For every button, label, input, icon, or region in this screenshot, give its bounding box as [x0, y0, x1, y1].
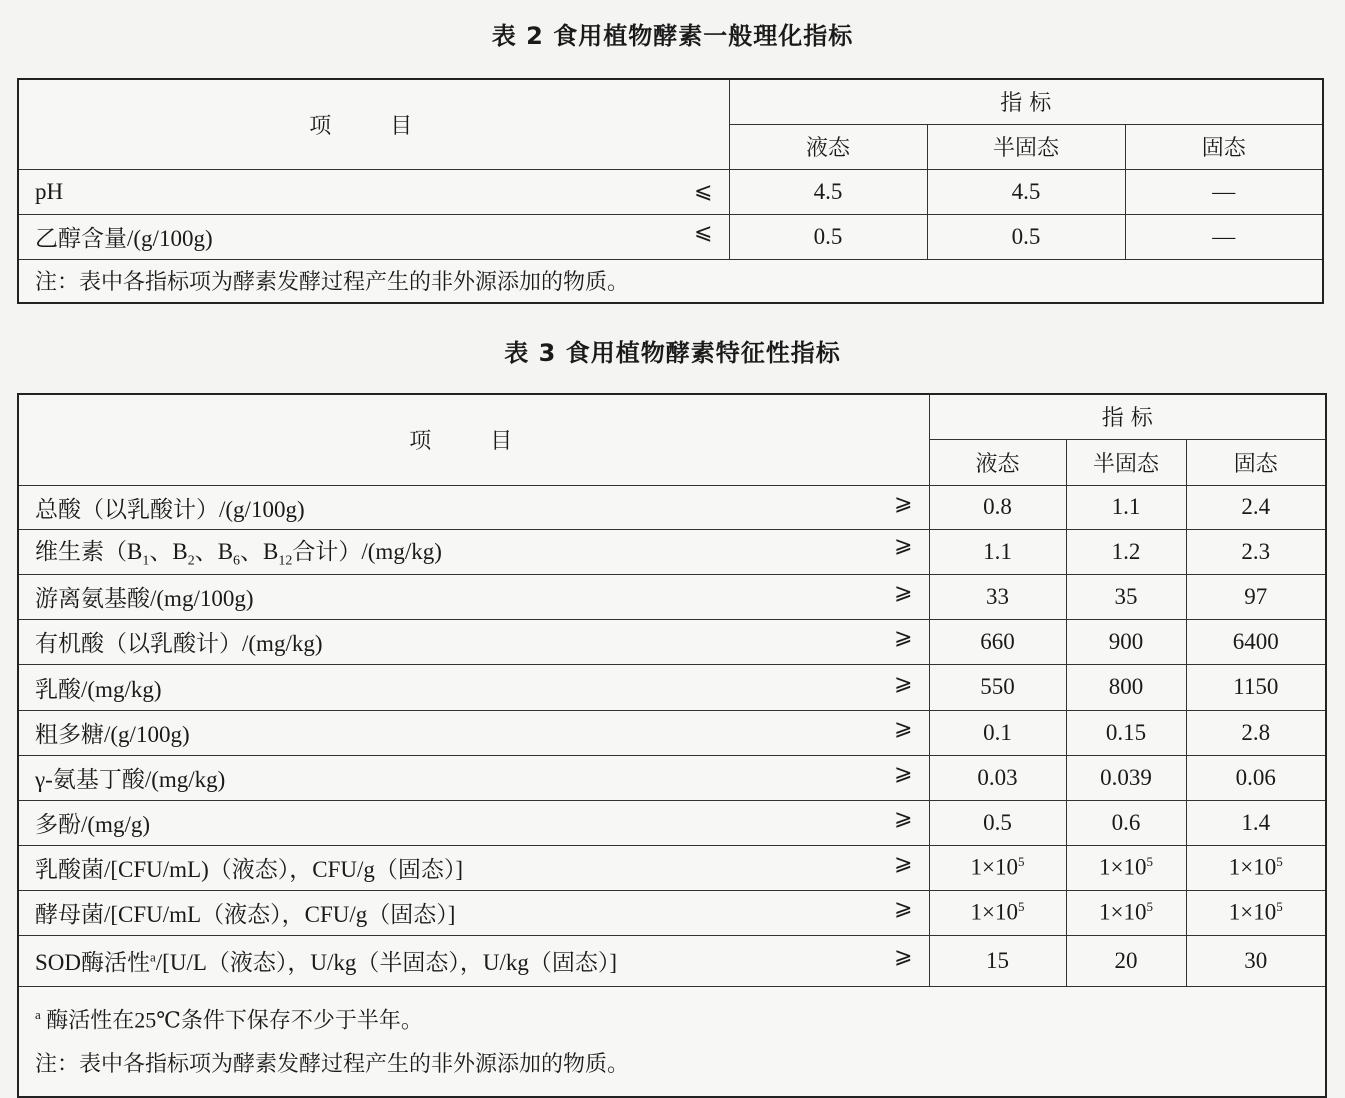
table-row: [18, 800, 1326, 845]
cell-value: 33: [929, 574, 1066, 619]
cell-value: 0.5: [729, 214, 927, 259]
header-liquid: 液态: [929, 439, 1066, 485]
row-label: SOD酶活性$^a$/[U/L（液态），U/kg（半固态），U/kg（固态）]: [35, 949, 618, 975]
table-row: [18, 619, 1326, 664]
table-row: [18, 845, 1326, 890]
cell-value: $1\times 10^5$: [929, 890, 1066, 935]
row-label: γ-氨基丁酸/(mg/kg): [35, 767, 226, 792]
table2-note: 注：表中各指标项为酵素发酵过程产生的非外源添加的物质。: [18, 259, 1323, 303]
table-row: [18, 485, 1326, 529]
cell-value: $1\times 10^5$: [929, 845, 1066, 890]
cell-value: 0.039: [1066, 755, 1186, 800]
cell-value: 1.1: [1066, 485, 1186, 529]
comparator: ⩾: [894, 806, 913, 831]
cell-value: 550: [929, 664, 1066, 710]
comparator: ⩾: [894, 533, 913, 559]
row-label: 多酚/(mg/g): [35, 812, 150, 837]
comparator: ⩾: [894, 851, 913, 876]
row-label: 总酸（以乳酸计）/(g/100g): [35, 496, 305, 522]
cell-value: 97: [1186, 574, 1326, 619]
table3-title: 表 3 食用植物酵素特征性指标: [504, 339, 841, 367]
table3-notes: [18, 986, 1326, 1097]
cell-value: 0.5: [929, 800, 1066, 845]
header-semisolid: 半固态: [1066, 439, 1186, 485]
cell-value: 30: [1186, 935, 1326, 986]
table3-note: 注：表中各指标项为酵素发酵过程产生的非外源添加的物质。: [35, 1050, 630, 1076]
cell-value: 2.8: [1186, 710, 1326, 755]
header-solid: 固态: [1186, 439, 1326, 485]
header-liquid: 液态: [729, 124, 927, 169]
table-2: [17, 78, 1324, 304]
cell-value: 2.4: [1186, 485, 1326, 529]
cell-value: 0.15: [1066, 710, 1186, 755]
cell-value: 1.1: [929, 529, 1066, 574]
header-index-group: 指 标: [729, 79, 1323, 124]
table-row: [18, 890, 1326, 935]
cell-value: —: [1125, 214, 1323, 259]
cell-value: $1\times 10^5$: [1186, 890, 1326, 935]
cell-value: $1\times 10^5$: [1066, 890, 1186, 935]
footnote-a: $^a$ 酶活性在25℃条件下保存不少于半年。: [35, 1006, 423, 1032]
row-label: 乳酸菌/[CFU/mL)（液态），CFU/g（固态）]: [35, 857, 464, 882]
table-row: [18, 664, 1326, 710]
comparator: ⩾: [894, 580, 913, 605]
cell-value: 4.5: [729, 169, 927, 214]
cell-value: 15: [929, 935, 1066, 986]
cell-value: 0.03: [929, 755, 1066, 800]
cell-value: 900: [1066, 619, 1186, 664]
cell-value: 4.5: [927, 169, 1125, 214]
table-row: [18, 529, 1326, 574]
table2-title: 表 2 食用植物酵素一般理化指标: [491, 22, 854, 50]
cell-value: 35: [1066, 574, 1186, 619]
comparator: ⩾: [894, 490, 913, 516]
comparator: ⩾: [894, 716, 913, 741]
table-row: [18, 214, 1323, 259]
comparator: ⩾: [894, 670, 913, 696]
comparator: ⩽: [694, 220, 713, 245]
cell-value: 2.3: [1186, 529, 1326, 574]
header-item: 项 目: [18, 79, 729, 169]
row-label: pH: [35, 178, 64, 204]
table-row: [18, 935, 1326, 986]
cell-value: 1.4: [1186, 800, 1326, 845]
cell-value: 0.5: [927, 214, 1125, 259]
cell-value: —: [1125, 169, 1323, 214]
cell-value: 1150: [1186, 664, 1326, 710]
table-row: [18, 169, 1323, 214]
header-solid: 固态: [1125, 124, 1323, 169]
header-semisolid: 半固态: [927, 124, 1125, 169]
table-3: [17, 393, 1327, 1098]
cell-value: 0.06: [1186, 755, 1326, 800]
table-row: [18, 574, 1326, 619]
row-label: 维生素（$B_1$、$B_2$、$B_6$、$B_{12}$合计）/(mg/kg): [35, 539, 442, 569]
comparator: ⩾: [894, 761, 913, 786]
comparator: ⩾: [894, 896, 913, 921]
comparator: ⩾: [894, 944, 913, 969]
cell-value: 6400: [1186, 619, 1326, 664]
cell-value: 1.2: [1066, 529, 1186, 574]
row-label: 有机酸（以乳酸计）/(mg/kg): [35, 631, 323, 656]
row-label: 乳酸/(mg/kg): [35, 676, 162, 702]
table-row: [18, 710, 1326, 755]
cell-value: $1\times 10^5$: [1066, 845, 1186, 890]
header-item: 项 目: [18, 394, 929, 485]
cell-value: 20: [1066, 935, 1186, 986]
row-label: 酵母菌/[CFU/mL（液态），CFU/g（固态）]: [35, 902, 456, 927]
row-label: 乙醇含量/(g/100g): [35, 226, 213, 251]
header-index-group: 指 标: [929, 394, 1326, 439]
row-label: 粗多糖/(g/100g): [35, 722, 190, 747]
cell-value: 0.6: [1066, 800, 1186, 845]
comparator: ⩾: [894, 625, 913, 650]
comparator: ⩽: [694, 178, 713, 204]
cell-value: 0.8: [929, 485, 1066, 529]
cell-value: 660: [929, 619, 1066, 664]
cell-value: 0.1: [929, 710, 1066, 755]
cell-value: 800: [1066, 664, 1186, 710]
table-row: [18, 755, 1326, 800]
cell-value: $1\times 10^5$: [1186, 845, 1326, 890]
row-label: 游离氨基酸/(mg/100g): [35, 586, 254, 611]
